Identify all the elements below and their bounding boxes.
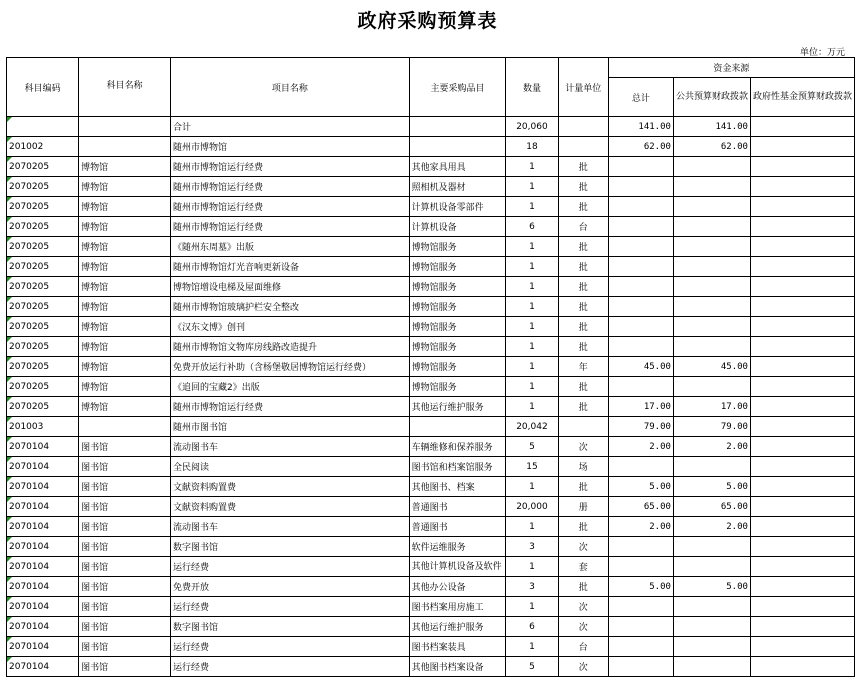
cell-public	[673, 537, 750, 557]
cell-total: 5.00	[608, 577, 673, 597]
cell-subject: 图书馆	[79, 637, 171, 657]
cell-fund	[750, 517, 854, 537]
cell-fund	[750, 437, 854, 457]
cell-qty: 3	[506, 577, 558, 597]
cell-fund	[750, 257, 854, 277]
cell-item: 博物馆服务	[409, 317, 506, 337]
cell-qty: 1	[506, 337, 558, 357]
cell-item: 车辆维修和保养服务	[409, 437, 506, 457]
cell-fund	[750, 337, 854, 357]
cell-project: 随州市博物馆运行经费	[171, 197, 410, 217]
cell-item: 其他计算机设备及软件	[409, 557, 506, 577]
procurement-budget-table	[6, 57, 855, 677]
cell-public: 5.00	[673, 577, 750, 597]
cell-total	[608, 377, 673, 397]
cell-item: 其他运行维护服务	[409, 397, 506, 417]
cell-project: 文献资料购置费	[171, 477, 410, 497]
cell-item: 其他图书档案设备	[409, 657, 506, 677]
table-row	[7, 517, 855, 537]
table-row	[7, 557, 855, 577]
cell-subject: 图书馆	[79, 537, 171, 557]
cell-subject	[79, 137, 171, 157]
cell-measure: 批	[558, 477, 608, 497]
cell-total: 5.00	[608, 477, 673, 497]
cell-code: 201003	[7, 417, 79, 437]
cell-fund	[750, 357, 854, 377]
cell-code: 2070205	[7, 277, 79, 297]
cell-total	[608, 317, 673, 337]
cell-total: 2.00	[608, 517, 673, 537]
table-row	[7, 497, 855, 517]
cell-subject: 图书馆	[79, 477, 171, 497]
cell-code: 201002	[7, 137, 79, 157]
cell-public: 2.00	[673, 437, 750, 457]
cell-code: 2070205	[7, 237, 79, 257]
cell-code: 2070205	[7, 197, 79, 217]
cell-item: 博物馆服务	[409, 237, 506, 257]
table-row	[7, 377, 855, 397]
cell-item: 博物馆服务	[409, 297, 506, 317]
cell-subject: 博物馆	[79, 217, 171, 237]
cell-public	[673, 217, 750, 237]
cell-item: 图书档案装具	[409, 637, 506, 657]
table-row	[7, 217, 855, 237]
cell-public	[673, 197, 750, 217]
cell-qty: 1	[506, 317, 558, 337]
header-subject: 科目名称	[79, 58, 171, 117]
cell-total	[608, 537, 673, 557]
cell-total	[608, 237, 673, 257]
cell-project: 随州市博物馆运行经费	[171, 217, 410, 237]
cell-code: 2070104	[7, 577, 79, 597]
cell-qty: 1	[506, 297, 558, 317]
cell-project: 随州市博物馆文物库房线路改造提升	[171, 337, 410, 357]
cell-project: 流动图书车	[171, 517, 410, 537]
cell-subject: 图书馆	[79, 617, 171, 637]
cell-project: 随州市博物馆	[171, 137, 410, 157]
cell-project: 随州市博物馆灯光音响更新设备	[171, 257, 410, 277]
cell-fund	[750, 237, 854, 257]
cell-total	[608, 597, 673, 617]
cell-project: 数字图书馆	[171, 537, 410, 557]
table-row	[7, 157, 855, 177]
header-qty: 数量	[506, 58, 558, 117]
cell-measure: 批	[558, 237, 608, 257]
table-row	[7, 597, 855, 617]
cell-subject: 图书馆	[79, 597, 171, 617]
cell-measure: 年	[558, 357, 608, 377]
cell-item: 计算机设备零部件	[409, 197, 506, 217]
cell-item: 计算机设备	[409, 217, 506, 237]
table-row	[7, 637, 855, 657]
cell-measure: 批	[558, 277, 608, 297]
cell-qty: 5	[506, 657, 558, 677]
cell-public: 79.00	[673, 417, 750, 437]
table-row	[7, 317, 855, 337]
cell-qty: 20,042	[506, 417, 558, 437]
cell-project: 博物馆增设电梯及屋面维修	[171, 277, 410, 297]
cell-measure: 批	[558, 397, 608, 417]
cell-qty: 1	[506, 157, 558, 177]
cell-total	[608, 457, 673, 477]
cell-total: 65.00	[608, 497, 673, 517]
cell-qty: 1	[506, 277, 558, 297]
cell-total: 17.00	[608, 397, 673, 417]
cell-total	[608, 197, 673, 217]
table-row	[7, 197, 855, 217]
cell-measure	[558, 137, 608, 157]
cell-subject: 博物馆	[79, 337, 171, 357]
cell-measure: 批	[558, 337, 608, 357]
cell-fund	[750, 197, 854, 217]
cell-item: 其他图书、档案	[409, 477, 506, 497]
cell-total	[608, 337, 673, 357]
cell-subject: 博物馆	[79, 297, 171, 317]
cell-subject: 图书馆	[79, 517, 171, 537]
cell-fund	[750, 277, 854, 297]
cell-total	[608, 157, 673, 177]
cell-subject: 博物馆	[79, 157, 171, 177]
cell-measure: 批	[558, 177, 608, 197]
cell-code: 2070104	[7, 637, 79, 657]
cell-project: 《追回的宝藏2》出版	[171, 377, 410, 397]
cell-project: 《随州东周墓》出版	[171, 237, 410, 257]
cell-total: 2.00	[608, 437, 673, 457]
cell-code: 2070205	[7, 377, 79, 397]
table-row	[7, 617, 855, 637]
cell-fund	[750, 617, 854, 637]
cell-qty: 5	[506, 437, 558, 457]
cell-public: 5.00	[673, 477, 750, 497]
cell-qty: 1	[506, 237, 558, 257]
cell-project: 运行经费	[171, 557, 410, 577]
header-measure: 计量单位	[558, 58, 608, 117]
cell-total	[608, 617, 673, 637]
cell-qty: 1	[506, 517, 558, 537]
cell-public	[673, 297, 750, 317]
cell-project: 运行经费	[171, 597, 410, 617]
cell-public	[673, 557, 750, 577]
cell-public	[673, 317, 750, 337]
cell-fund	[750, 297, 854, 317]
header-public: 公共预算财政拨款	[673, 78, 750, 117]
cell-public: 62.00	[673, 137, 750, 157]
cell-public: 45.00	[673, 357, 750, 377]
cell-code: 2070104	[7, 497, 79, 517]
cell-measure: 批	[558, 197, 608, 217]
cell-measure: 批	[558, 377, 608, 397]
cell-public: 2.00	[673, 517, 750, 537]
cell-project: 随州市博物馆运行经费	[171, 397, 410, 417]
table-row	[7, 537, 855, 557]
table-row	[7, 457, 855, 477]
table-row	[7, 117, 855, 137]
cell-fund	[750, 597, 854, 617]
cell-measure: 批	[558, 257, 608, 277]
cell-subject	[79, 417, 171, 437]
cell-total	[608, 257, 673, 277]
table-row	[7, 657, 855, 677]
header-code: 科目编码	[7, 58, 79, 117]
cell-subject: 博物馆	[79, 237, 171, 257]
cell-qty: 3	[506, 537, 558, 557]
cell-public	[673, 177, 750, 197]
cell-item	[409, 417, 506, 437]
cell-item: 图书档案用房施工	[409, 597, 506, 617]
cell-qty: 15	[506, 457, 558, 477]
cell-qty: 18	[506, 137, 558, 157]
table-row	[7, 337, 855, 357]
cell-fund	[750, 657, 854, 677]
header-funding: 资金来源	[608, 58, 854, 78]
cell-measure: 批	[558, 297, 608, 317]
cell-total	[608, 217, 673, 237]
cell-public	[673, 337, 750, 357]
cell-project: 免费开放运行补助（含杨堡敬居博物馆运行经费）	[171, 357, 410, 377]
cell-public	[673, 597, 750, 617]
cell-measure: 场	[558, 457, 608, 477]
cell-measure: 次	[558, 617, 608, 637]
cell-qty: 1	[506, 557, 558, 577]
cell-public	[673, 617, 750, 637]
cell-code: 2070104	[7, 537, 79, 557]
cell-fund	[750, 537, 854, 557]
cell-fund	[750, 117, 854, 137]
cell-qty: 6	[506, 617, 558, 637]
cell-total	[608, 297, 673, 317]
cell-measure: 批	[558, 157, 608, 177]
cell-fund	[750, 457, 854, 477]
table-body	[7, 117, 855, 677]
cell-code: 2070104	[7, 457, 79, 477]
cell-fund	[750, 377, 854, 397]
cell-subject: 博物馆	[79, 357, 171, 377]
cell-measure: 批	[558, 317, 608, 337]
cell-subject: 博物馆	[79, 277, 171, 297]
header-fund: 政府性基金预算财政拨款	[750, 78, 854, 117]
cell-measure: 次	[558, 437, 608, 457]
cell-qty: 1	[506, 257, 558, 277]
cell-qty: 1	[506, 197, 558, 217]
cell-measure: 次	[558, 537, 608, 557]
cell-public	[673, 657, 750, 677]
cell-code: 2070205	[7, 157, 79, 177]
cell-subject: 图书馆	[79, 577, 171, 597]
cell-fund	[750, 217, 854, 237]
cell-fund	[750, 157, 854, 177]
cell-subject: 图书馆	[79, 657, 171, 677]
cell-subject: 图书馆	[79, 437, 171, 457]
cell-code: 2070104	[7, 477, 79, 497]
cell-item	[409, 137, 506, 157]
cell-total	[608, 637, 673, 657]
cell-item: 普通图书	[409, 517, 506, 537]
header-project: 项目名称	[171, 58, 410, 117]
cell-public	[673, 637, 750, 657]
table-row	[7, 477, 855, 497]
table-row	[7, 357, 855, 377]
cell-project: 随州市博物馆运行经费	[171, 157, 410, 177]
cell-qty: 1	[506, 597, 558, 617]
cell-public	[673, 277, 750, 297]
table-row	[7, 277, 855, 297]
cell-code	[7, 117, 79, 137]
cell-total	[608, 557, 673, 577]
table-row	[7, 257, 855, 277]
cell-code: 2070205	[7, 317, 79, 337]
header-total: 总计	[608, 78, 673, 117]
table-row	[7, 417, 855, 437]
cell-total	[608, 277, 673, 297]
cell-measure: 套	[558, 557, 608, 577]
cell-project: 流动图书车	[171, 437, 410, 457]
cell-total	[608, 657, 673, 677]
cell-public	[673, 157, 750, 177]
cell-measure	[558, 417, 608, 437]
cell-project: 数字图书馆	[171, 617, 410, 637]
cell-total: 62.00	[608, 137, 673, 157]
cell-item: 博物馆服务	[409, 337, 506, 357]
cell-subject: 博物馆	[79, 397, 171, 417]
cell-total: 45.00	[608, 357, 673, 377]
cell-item: 博物馆服务	[409, 377, 506, 397]
cell-project: 运行经费	[171, 637, 410, 657]
table-row	[7, 237, 855, 257]
cell-code: 2070205	[7, 217, 79, 237]
cell-item: 博物馆服务	[409, 277, 506, 297]
cell-fund	[750, 637, 854, 657]
cell-fund	[750, 317, 854, 337]
cell-item: 照相机及器材	[409, 177, 506, 197]
table-row	[7, 397, 855, 417]
cell-subject: 图书馆	[79, 457, 171, 477]
cell-public	[673, 457, 750, 477]
cell-code: 2070104	[7, 597, 79, 617]
cell-project: 文献资料购置费	[171, 497, 410, 517]
cell-measure: 次	[558, 657, 608, 677]
cell-qty: 1	[506, 397, 558, 417]
cell-qty: 1	[506, 377, 558, 397]
cell-measure: 次	[558, 597, 608, 617]
cell-public: 17.00	[673, 397, 750, 417]
cell-fund	[750, 497, 854, 517]
cell-code: 2070205	[7, 337, 79, 357]
cell-item: 其他运行维护服务	[409, 617, 506, 637]
cell-subject: 博物馆	[79, 197, 171, 217]
cell-measure: 台	[558, 637, 608, 657]
cell-qty: 6	[506, 217, 558, 237]
cell-item	[409, 117, 506, 137]
table-row	[7, 137, 855, 157]
cell-measure: 册	[558, 497, 608, 517]
cell-code: 2070205	[7, 297, 79, 317]
cell-project: 《汉东文博》创刊	[171, 317, 410, 337]
cell-fund	[750, 137, 854, 157]
cell-code: 2070205	[7, 177, 79, 197]
cell-subject: 博物馆	[79, 377, 171, 397]
cell-item: 博物馆服务	[409, 357, 506, 377]
cell-fund	[750, 417, 854, 437]
table-row	[7, 577, 855, 597]
cell-fund	[750, 477, 854, 497]
header-item: 主要采购品目	[409, 58, 506, 117]
cell-item: 图书馆和档案馆服务	[409, 457, 506, 477]
cell-code: 2070104	[7, 557, 79, 577]
cell-qty: 20,060	[506, 117, 558, 137]
cell-total: 79.00	[608, 417, 673, 437]
cell-subject: 博物馆	[79, 317, 171, 337]
cell-code: 2070205	[7, 257, 79, 277]
cell-subject: 博物馆	[79, 177, 171, 197]
cell-fund	[750, 177, 854, 197]
cell-measure	[558, 117, 608, 137]
cell-total	[608, 177, 673, 197]
cell-total: 141.00	[608, 117, 673, 137]
cell-subject	[79, 117, 171, 137]
unit-label: 单位：万元	[799, 48, 845, 58]
cell-item: 博物馆服务	[409, 257, 506, 277]
cell-qty: 1	[506, 177, 558, 197]
cell-item: 其他办公设备	[409, 577, 506, 597]
cell-measure: 批	[558, 577, 608, 597]
cell-fund	[750, 397, 854, 417]
cell-public	[673, 237, 750, 257]
cell-subject: 图书馆	[79, 497, 171, 517]
table-row	[7, 297, 855, 317]
cell-public: 65.00	[673, 497, 750, 517]
cell-item: 普通图书	[409, 497, 506, 517]
table-row	[7, 177, 855, 197]
cell-code: 2070104	[7, 657, 79, 677]
cell-fund	[750, 577, 854, 597]
cell-fund	[750, 557, 854, 577]
table-row	[7, 437, 855, 457]
cell-item: 软件运维服务	[409, 537, 506, 557]
cell-code: 2070104	[7, 617, 79, 637]
cell-code: 2070205	[7, 397, 79, 417]
cell-project: 运行经费	[171, 657, 410, 677]
cell-project: 随州市博物馆运行经费	[171, 177, 410, 197]
cell-item: 其他家具用具	[409, 157, 506, 177]
cell-qty: 20,000	[506, 497, 558, 517]
cell-project: 随州市图书馆	[171, 417, 410, 437]
cell-code: 2070205	[7, 357, 79, 377]
cell-qty: 1	[506, 477, 558, 497]
cell-code: 2070104	[7, 437, 79, 457]
page-title: 政府采购预算表	[357, 10, 498, 32]
cell-public: 141.00	[673, 117, 750, 137]
cell-project: 随州市博物馆玻璃护栏安全整改	[171, 297, 410, 317]
cell-project: 合计	[171, 117, 410, 137]
cell-project: 全民阅读	[171, 457, 410, 477]
cell-public	[673, 257, 750, 277]
cell-measure: 批	[558, 517, 608, 537]
cell-qty: 1	[506, 357, 558, 377]
cell-code: 2070104	[7, 517, 79, 537]
cell-measure: 台	[558, 217, 608, 237]
cell-subject: 图书馆	[79, 557, 171, 577]
cell-qty: 1	[506, 637, 558, 657]
cell-subject: 博物馆	[79, 257, 171, 277]
cell-public	[673, 377, 750, 397]
cell-project: 免费开放	[171, 577, 410, 597]
